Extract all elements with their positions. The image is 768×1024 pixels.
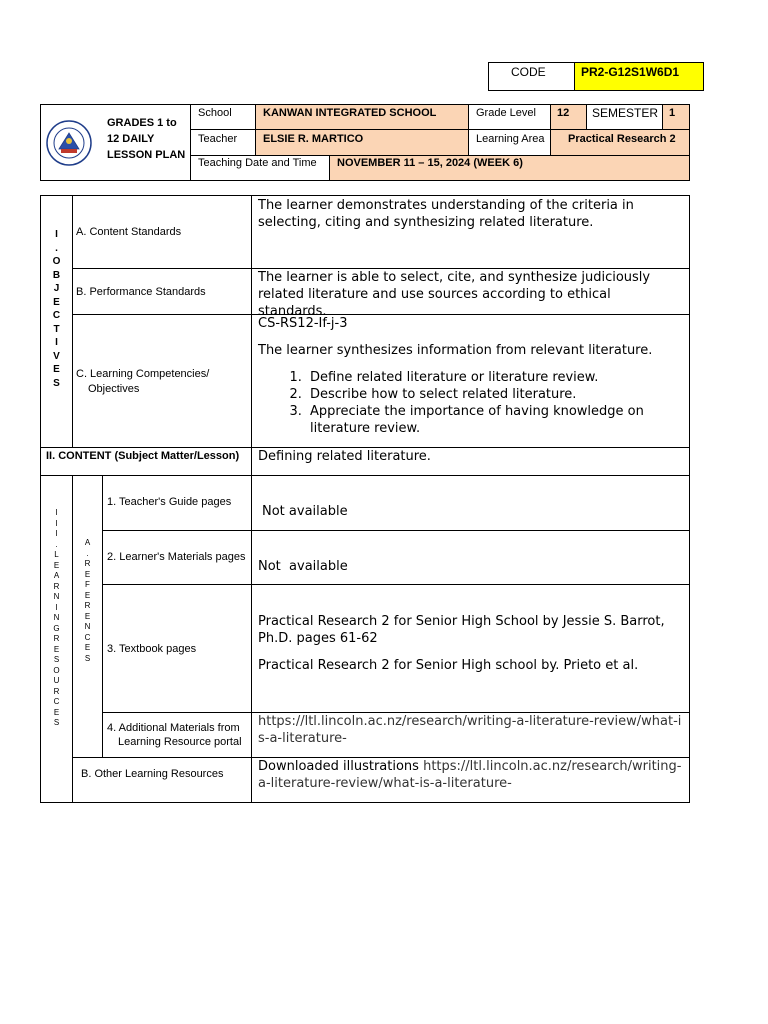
area-label-cell: [468, 129, 551, 156]
content-text: Defining related literature.: [258, 449, 431, 464]
ref-letter: F: [85, 580, 90, 589]
textbook-text-2: Practical Research 2 for Senior High school by. Prieto et al.: [258, 658, 639, 673]
grade-value-cell: [550, 104, 587, 130]
teachers-guide-text-cell: [251, 475, 690, 531]
other-resources-link[interactable]: https://ltl.lincoln.ac.nz/research/writing-a-literature-review/what-is-a-literature-: [258, 759, 682, 791]
additional-materials-label-cell: [102, 712, 252, 758]
content-label-cell: [40, 447, 252, 476]
school-value: KANWAN INTEGRATED SCHOOL: [263, 107, 437, 119]
additional-materials-text-cell: [251, 712, 690, 758]
references-side-label: [72, 475, 103, 758]
competencies-label-line1: C. Learning Competencies/: [76, 368, 210, 380]
side-letter: N: [53, 613, 60, 622]
side-letter: G: [53, 623, 60, 633]
teacher-value-cell: [255, 129, 469, 156]
plan-title-line: 12 DAILY: [107, 133, 155, 145]
code-value: PR2-G12S1W6D1: [581, 65, 680, 79]
school-label: School: [198, 107, 232, 119]
side-letter: U: [53, 676, 60, 685]
side-letter: C: [53, 697, 60, 706]
content-text-cell: [251, 447, 690, 476]
ref-letter: A: [84, 538, 91, 547]
plan-title-line: GRADES 1 to: [107, 117, 177, 129]
teachers-guide-label-cell: [102, 475, 252, 531]
learners-materials-text-cell: [251, 530, 690, 585]
side-letter: E: [53, 644, 60, 654]
side-letter: A: [53, 571, 60, 580]
side-letter: S: [53, 655, 60, 664]
side-letter: I: [55, 529, 58, 538]
ref-letter: E: [84, 569, 91, 579]
side-letter: L: [54, 550, 59, 559]
side-letter: B: [52, 269, 61, 281]
side-letter: R: [53, 686, 60, 696]
ref-letter: R: [84, 559, 91, 568]
performance-standards-label: B. Performance Standards: [76, 286, 206, 298]
side-letter: I: [55, 337, 58, 348]
other-resources-label-cell: [72, 757, 252, 803]
competency-item: 3. Appreciate the importance of having knowledge on literature review.: [306, 403, 683, 437]
ref-letter: S: [84, 653, 91, 663]
side-letter: R: [53, 634, 60, 643]
code-label: CODE: [511, 65, 546, 79]
side-letter: R: [53, 581, 60, 591]
area-label: Learning Area: [476, 133, 545, 145]
side-letter: E: [53, 364, 60, 375]
side-letter: .: [55, 242, 58, 254]
content-standards-text: The learner demonstrates understanding of the criteria in selecting, citing and synthesizing related literature.: [258, 198, 634, 230]
objectives-side-label: [40, 195, 73, 448]
plan-title-line: LESSON PLAN: [107, 149, 186, 161]
date-label-cell: [190, 155, 330, 181]
side-letter: V: [53, 350, 60, 362]
side-letter: O: [53, 665, 60, 675]
semester-label: SEMESTER: [592, 106, 659, 120]
side-letter: E: [53, 296, 60, 308]
ref-letter: .: [86, 548, 89, 558]
school-value-cell: [255, 104, 469, 130]
side-letter: S: [53, 377, 60, 389]
additional-materials-label-line2: Learning Resource portal: [118, 736, 242, 748]
resources-side-label: [40, 475, 73, 803]
competency-item: 2. Describe how to select related literature.: [306, 386, 683, 403]
semester-value-cell: [662, 104, 690, 130]
side-letter: N: [53, 592, 60, 601]
side-letter: S: [53, 718, 60, 727]
other-resources-label: B. Other Learning Resources: [81, 768, 224, 780]
learners-materials-text: Not available: [258, 559, 348, 574]
teachers-guide-label: 1. Teacher's Guide pages: [107, 496, 232, 508]
textbook-label: 3. Textbook pages: [107, 643, 197, 655]
grade-label: Grade Level: [476, 107, 536, 119]
ref-letter: C: [84, 632, 91, 642]
side-letter: T: [53, 323, 60, 335]
content-standards-label-cell: [72, 195, 252, 269]
teacher-label: Teacher: [198, 133, 238, 145]
content-label: II. CONTENT (Subject Matter/Lesson): [46, 450, 240, 462]
competency-list: [258, 369, 683, 437]
side-letter: .: [55, 539, 58, 549]
ref-letter: N: [84, 622, 91, 631]
competencies-label-cell: [72, 314, 252, 448]
area-value-cell: [550, 129, 690, 156]
competencies-label-line2: Objectives: [88, 383, 140, 395]
date-value-cell: [329, 155, 690, 181]
grade-value: 12: [557, 107, 570, 119]
code-value-cell: [574, 62, 704, 91]
competency-text: The learner synthesizes information from relevant literature.: [258, 343, 653, 358]
code-label-cell: [488, 62, 575, 91]
side-letter: I: [55, 229, 58, 240]
side-letter: I: [55, 508, 58, 517]
teacher-value: ELSIE R. MARTICO: [263, 133, 364, 145]
competencies-text-cell: [251, 314, 690, 448]
content-standards-text-cell: [251, 195, 690, 269]
semester-value: 1: [669, 107, 676, 119]
teacher-label-cell: [190, 129, 256, 156]
teachers-guide-text: Not available: [262, 504, 348, 519]
learners-materials-label: 2. Learner's Materials pages: [107, 551, 246, 563]
grade-label-cell: [468, 104, 551, 130]
header-logo-cell: [40, 104, 191, 181]
other-resources-prefix: Downloaded illustrations: [258, 759, 424, 774]
side-letter: J: [53, 283, 60, 294]
ref-letter: E: [84, 590, 91, 600]
performance-standards-label-cell: [72, 268, 252, 315]
side-letter: C: [52, 310, 61, 321]
additional-materials-label-line1: 4. Additional Materials from: [107, 722, 240, 734]
competency-item: 1. Define related literature or literature review.: [306, 369, 683, 386]
textbook-label-cell: [102, 584, 252, 713]
learners-materials-label-cell: [102, 530, 252, 585]
performance-standards-text-cell: [251, 268, 690, 319]
area-value: Practical Research 2: [568, 133, 676, 145]
deped-seal-icon: [45, 119, 93, 167]
side-letter: I: [55, 602, 58, 612]
date-label: Teaching Date and Time: [198, 157, 317, 169]
content-standards-label: A. Content Standards: [76, 226, 182, 238]
textbook-text-1: Practical Research 2 for Senior High School by Jessie S. Barrot, Ph.D. pages 61-62: [258, 614, 665, 646]
additional-materials-link[interactable]: https://ltl.lincoln.ac.nz/research/writing-a-literature-review/what-is-a-literature-: [258, 714, 682, 746]
side-letter: E: [53, 707, 60, 717]
semester-label-cell: [586, 104, 663, 130]
ref-letter: E: [84, 611, 91, 621]
ref-letter: R: [84, 601, 91, 610]
ref-letter: E: [84, 643, 91, 652]
side-letter: E: [53, 560, 60, 570]
side-letter: O: [52, 256, 61, 267]
textbook-text-cell: [251, 584, 690, 713]
performance-standards-text: The learner is able to select, cite, and synthesize judiciously related literature and use sources according to ethical standards.: [258, 270, 651, 319]
date-value: NOVEMBER 11 – 15, 2024 (WEEK 6): [337, 157, 523, 169]
competency-code: CS-RS12-If-j-3: [258, 316, 348, 331]
side-letter: I: [55, 518, 58, 528]
other-resources-text-cell: [251, 757, 690, 803]
school-label-cell: [190, 104, 256, 130]
